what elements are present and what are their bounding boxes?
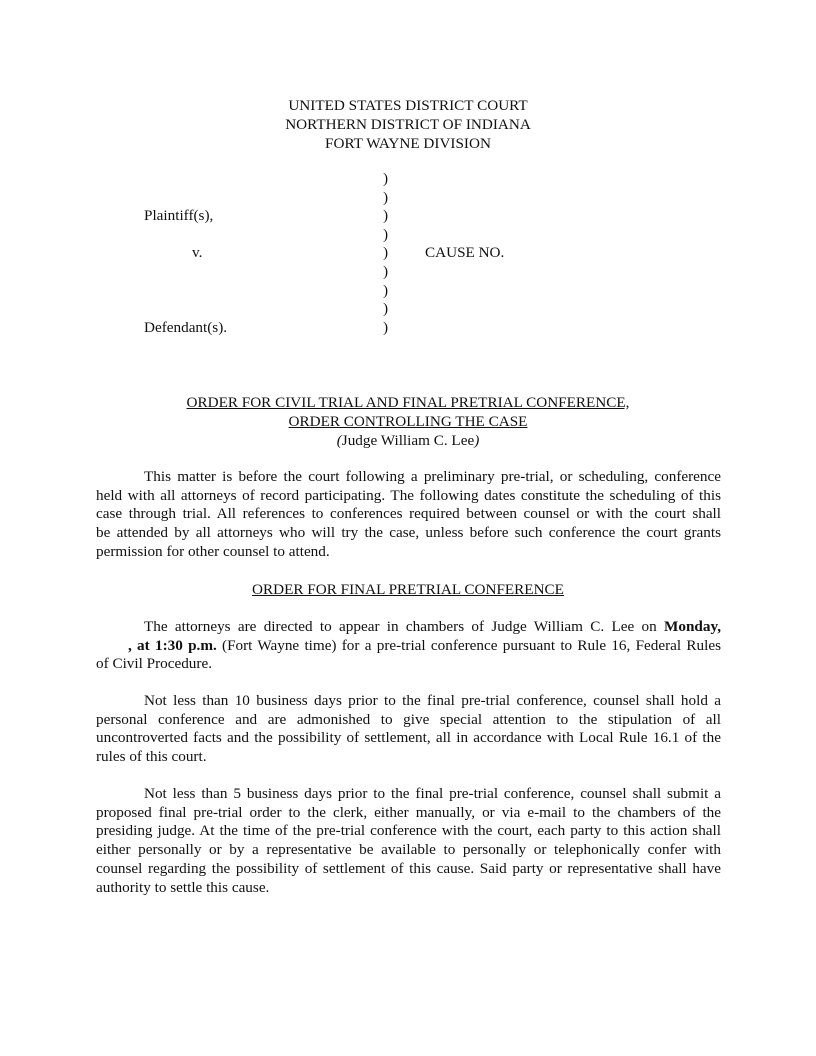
- caption-paren: ): [383, 244, 389, 261]
- paragraph-line: [96, 692, 721, 711]
- caption-paren: ): [383, 170, 389, 187]
- personal-conference-paragraph: [96, 692, 721, 767]
- caption-paren: ): [383, 282, 389, 299]
- cause-number-label: CAUSE NO.: [425, 244, 505, 261]
- paragraph-line: be attended by all attorneys who will try the case, unless before such conference the court grants: [96, 524, 721, 542]
- paragraph-line: counsel regarding the possibility of settlement of this cause. Said party or representative shall have: [96, 859, 721, 877]
- paragraph-text: This matter is before the court following a preliminary pre-trial, or scheduling, conference: [144, 468, 721, 485]
- paragraph-line: [96, 468, 721, 487]
- paragraph-line: either personally or by a representative be available to personally or telephonically confer with: [96, 841, 721, 859]
- order-title-line-2: ORDER CONTROLLING THE CASE: [288, 413, 528, 430]
- paragraph-text: Not less than 10 business days prior to the final pre-trial conference, counsel shall hold a: [144, 692, 721, 709]
- section-heading-text: ORDER FOR FINAL PRETRIAL CONFERENCE: [252, 581, 564, 598]
- paragraph-line: personal conference and are admonished to give special attention to the stipulation of all: [96, 710, 721, 728]
- caption-paren: ): [383, 300, 389, 317]
- paragraph-text: (Fort Wayne time) for a pre-trial conference pursuant to Rule 16, Federal Rules: [216, 636, 721, 654]
- paragraph-line: authority to settle this cause.: [96, 878, 270, 896]
- order-title-line-1: ORDER FOR CIVIL TRIAL AND FINAL PRETRIAL CONFERENCE,: [186, 394, 630, 411]
- paragraph-line: rules of this court.: [96, 748, 207, 766]
- paragraph-text: The attorneys are directed to appear in chambers of Judge William C. Lee on: [144, 618, 665, 635]
- judge-name-line: [0, 431, 816, 450]
- pretrial-order-paragraph: [96, 785, 721, 897]
- paragraph-text: Not less than 5 business days prior to the final pre-trial conference, counsel shall submit a: [144, 785, 721, 802]
- paragraph-line: presiding judge. At the time of the pre-trial conference with the court, each party to this action shall: [96, 822, 721, 840]
- caption-paren: ): [383, 207, 389, 224]
- judge-name: Judge William C. Lee: [341, 432, 475, 449]
- judge-paren-open: (: [336, 432, 342, 449]
- paragraph-line: [96, 785, 721, 804]
- paragraph-line: [96, 637, 721, 656]
- caption-paren: ): [383, 226, 389, 243]
- conference-time: , at 1:30 p.m.: [128, 636, 217, 654]
- plaintiff-label: Plaintiff(s),: [144, 207, 214, 224]
- court-district: NORTHERN DISTRICT OF INDIANA: [285, 116, 531, 133]
- conference-day: Monday,: [664, 618, 721, 635]
- paragraph-line: permission for other counsel to attend.: [96, 542, 330, 560]
- paragraph-line: case through trial. All references to conferences required between counsel or with the court shall: [96, 505, 721, 523]
- caption-paren: ): [383, 263, 389, 280]
- caption-paren: ): [383, 189, 389, 206]
- court-division: FORT WAYNE DIVISION: [325, 135, 491, 152]
- defendant-label: Defendant(s).: [144, 319, 228, 336]
- versus-label: v.: [192, 244, 203, 261]
- intro-paragraph: [96, 468, 721, 562]
- pretrial-appearance-paragraph: [96, 618, 721, 674]
- court-name: UNITED STATES DISTRICT COURT: [288, 97, 528, 114]
- paragraph-line: uncontroverted facts and the possibility of settlement, all in accordance with Local Rule 16.1 of the: [96, 729, 721, 747]
- section-heading: [0, 580, 816, 599]
- judge-paren-close: ): [474, 432, 480, 449]
- paragraph-line: held with all attorneys of record participating. The following dates constitute the scheduling of this: [96, 486, 721, 504]
- caption-paren: ): [383, 319, 389, 336]
- order-subtitle: [0, 412, 816, 431]
- paragraph-line: proposed final pre-trial order to the clerk, either manually, or via e-mail to the chambers of the: [96, 803, 721, 821]
- paragraph-line: [96, 618, 721, 637]
- order-title: [0, 393, 816, 412]
- paragraph-line: of Civil Procedure.: [96, 655, 212, 673]
